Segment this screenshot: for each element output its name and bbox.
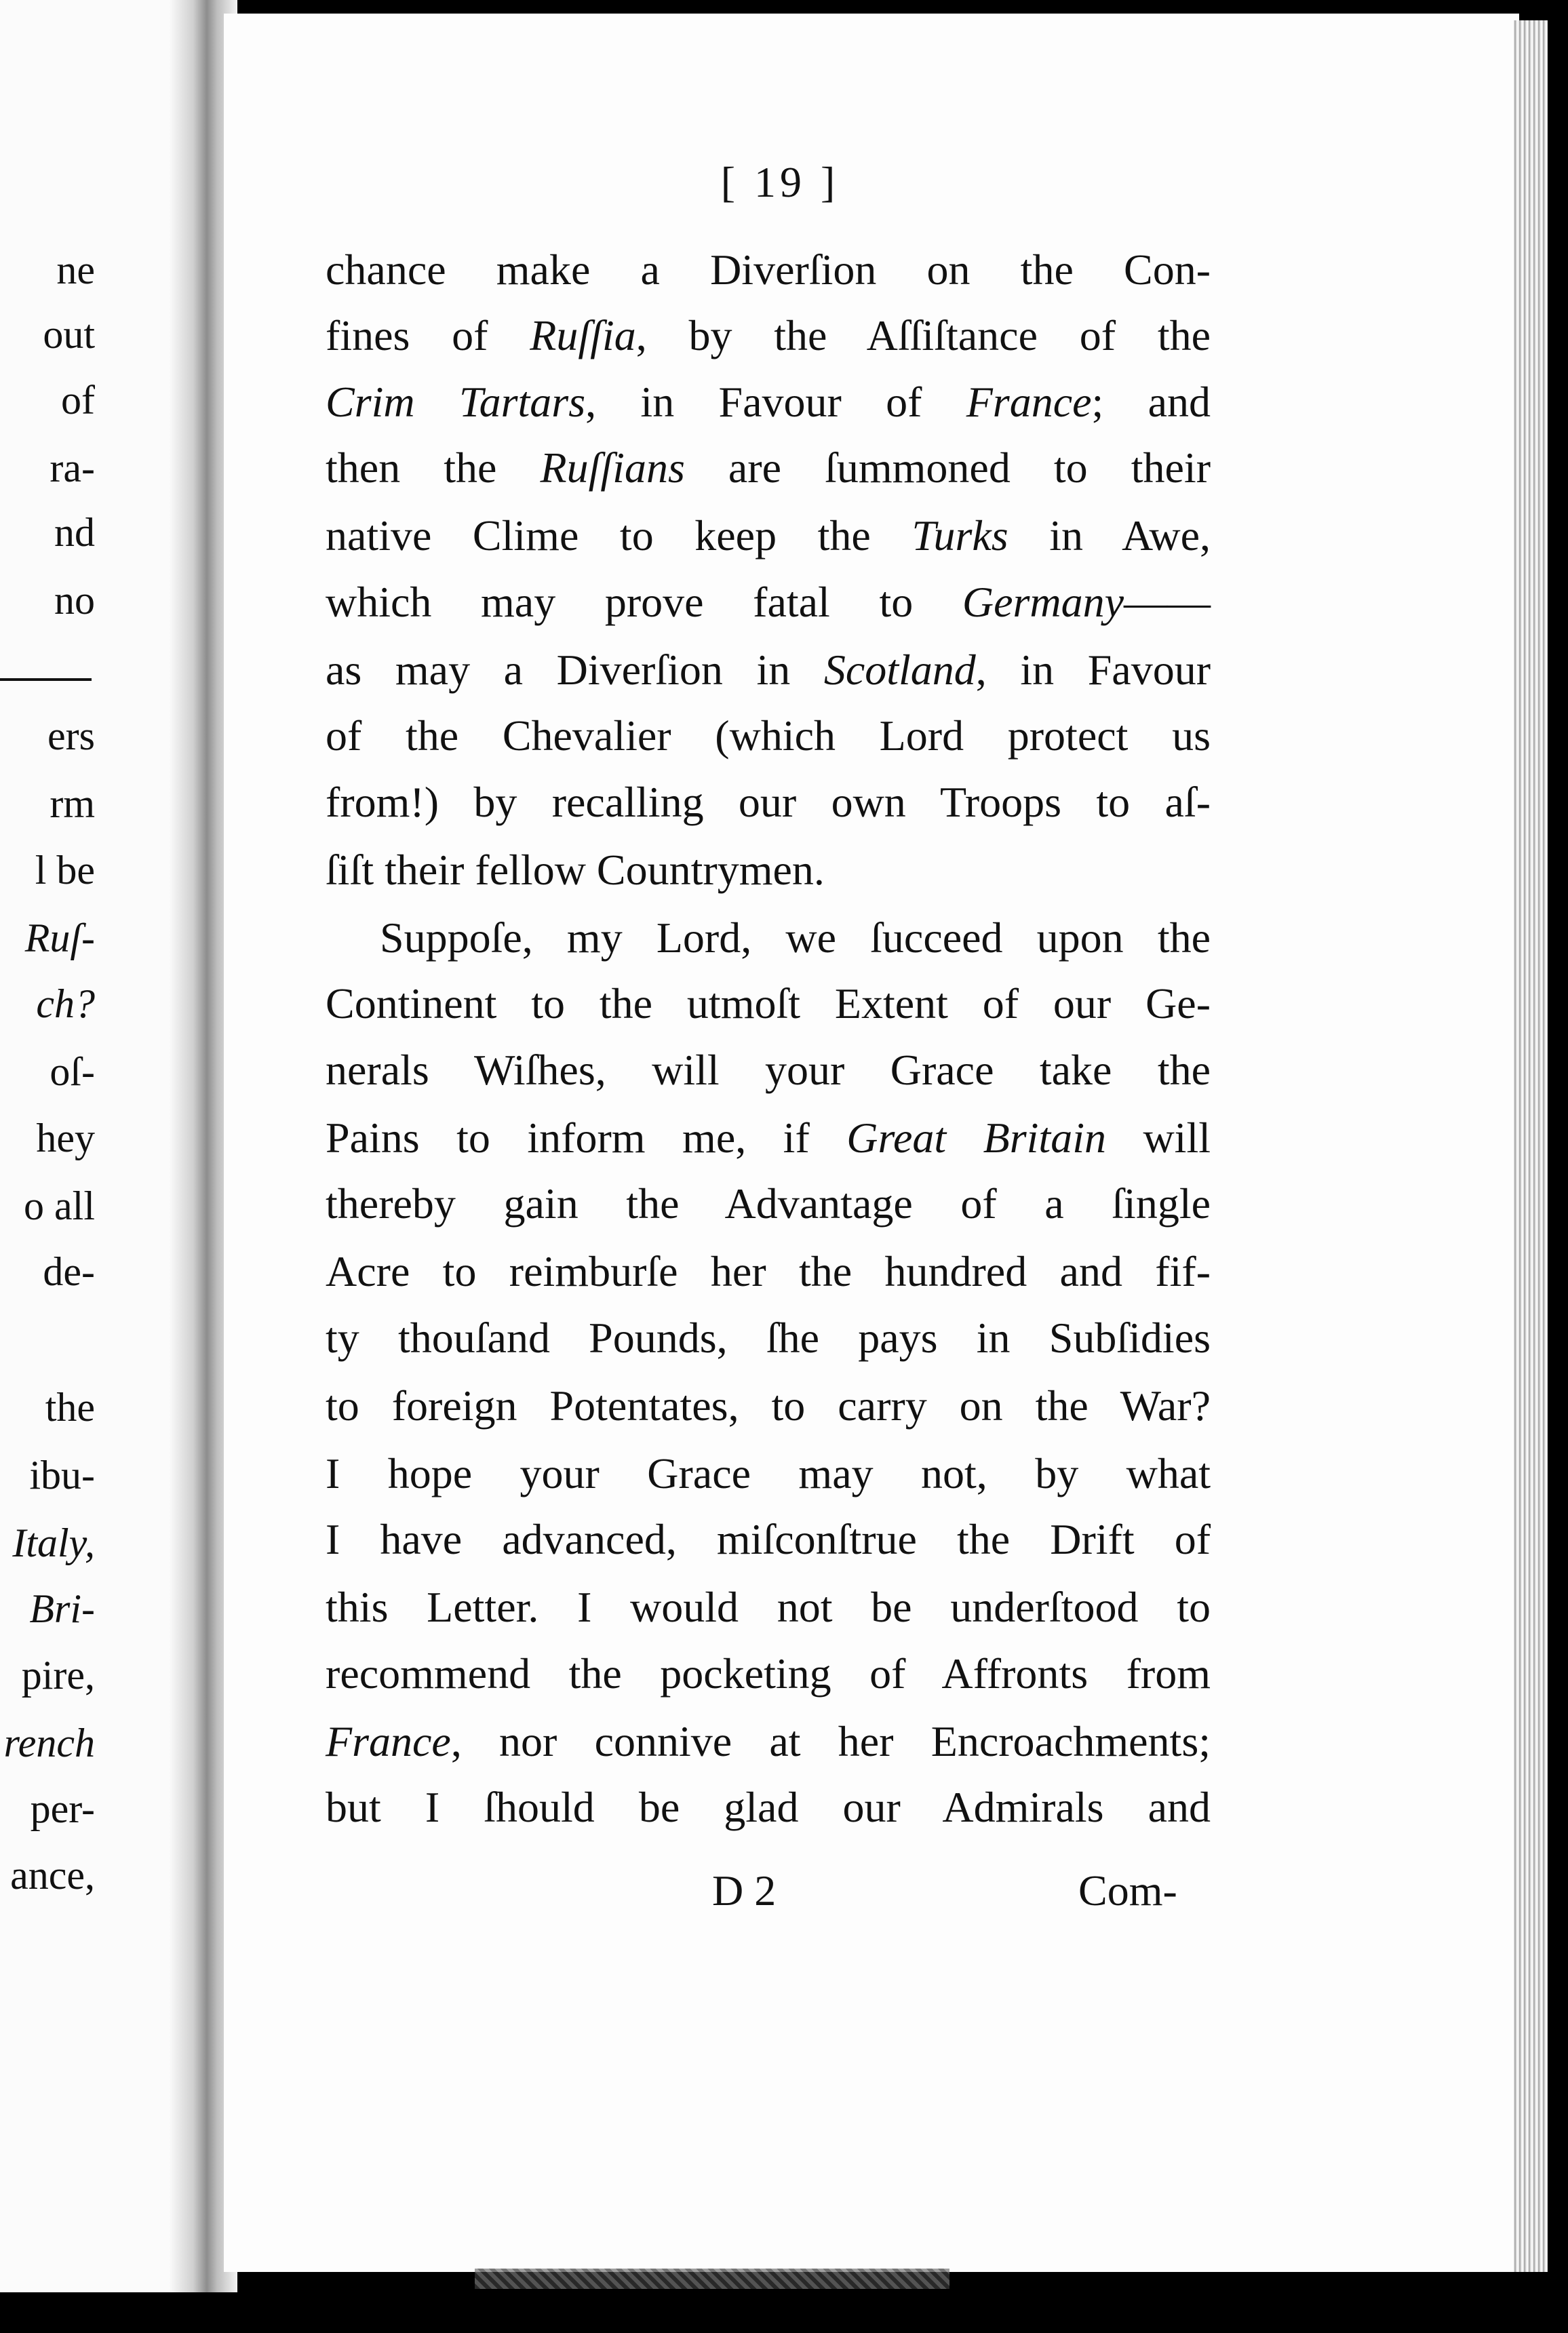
text-line: ſiſt their fellow Countrymen. [326, 846, 825, 894]
text-line: then the Ruſſians are ſummoned to their [326, 444, 1211, 492]
text-line: fines of Ruſſia, by the Aſſiſtance of the [326, 311, 1211, 359]
left-rule [0, 678, 92, 681]
text-line: of the Chevalier (which Lord protect us [326, 711, 1211, 760]
left-fragment: rench [3, 1721, 95, 1765]
left-fragment: Ruſ- [24, 916, 95, 960]
text-line: Pains to inform me, if Great Britain will [326, 1114, 1211, 1162]
text-line: this Letter. I would not be underſtood to [326, 1583, 1211, 1631]
left-fragment: hey [36, 1116, 95, 1160]
left-fragment: Italy, [12, 1521, 95, 1565]
left-fragment: ne [56, 248, 95, 292]
text-line: as may a Diverſion in Scotland, in Favour [326, 646, 1211, 694]
left-fragment: ance, [10, 1853, 95, 1898]
left-fragment: pire, [21, 1653, 95, 1698]
text-line: to foreign Potentates, to carry on the War? [326, 1381, 1211, 1430]
left-fragment: ra- [50, 446, 95, 490]
text-line: native Clime to keep the Turks in Awe, [326, 511, 1211, 560]
text-line: but I ſhould be glad our Admirals and [326, 1783, 1211, 1831]
left-fragment: out [43, 312, 95, 357]
left-fragment: ch? [36, 981, 95, 1026]
text-line: I have advanced, miſconſtrue the Drift of [326, 1515, 1211, 1563]
left-fragment: de- [43, 1249, 95, 1294]
binding-edge [475, 2269, 949, 2289]
text-line: Suppoſe, my Lord, we ſucceed upon the [380, 914, 1211, 962]
text-line: I hope your Grace may not, by what [326, 1449, 1211, 1497]
page-number: [ 19 ] [720, 158, 840, 206]
left-fragment: of [61, 378, 95, 423]
text-line: Continent to the utmoſt Extent of our Ge- [326, 979, 1211, 1027]
left-fragment: rm [50, 781, 95, 826]
left-fragment: per- [30, 1786, 95, 1831]
signature-mark: D 2 [712, 1866, 777, 1915]
left-fragment: the [45, 1385, 95, 1430]
page-edge [1514, 20, 1548, 2272]
text-line: thereby gain the Advantage of a ſingle [326, 1179, 1211, 1228]
left-fragment: ers [47, 713, 95, 758]
text-line: which may prove fatal to Germany—— [326, 578, 1211, 626]
text-line: France, nor connive at her Encroachments; [326, 1717, 1211, 1765]
left-fragment: nd [54, 510, 95, 555]
text-line: nerals Wiſhes, will your Grace take the [326, 1046, 1211, 1094]
text-line: Acre to reimburſe her the hundred and fif- [326, 1247, 1211, 1295]
left-fragment: ibu- [29, 1453, 95, 1497]
catchword: Com- [1078, 1866, 1177, 1915]
text-line: recommend the pocketing of Affronts from [326, 1649, 1211, 1698]
text-line: chance make a Diverſion on the Con- [326, 246, 1211, 294]
text-line: ty thouſand Pounds, ſhe pays in Subſidies [326, 1314, 1211, 1362]
left-fragment: Bri- [29, 1586, 95, 1631]
left-fragment: o all [24, 1183, 95, 1228]
text-line: Crim Tartars, in Favour of France; and [326, 378, 1211, 426]
left-fragment: l be [35, 848, 95, 893]
left-fragment: no [54, 578, 95, 623]
left-fragment: oſ- [50, 1049, 95, 1094]
text-line: from!) by recalling our own Troops to aſ- [326, 778, 1211, 826]
